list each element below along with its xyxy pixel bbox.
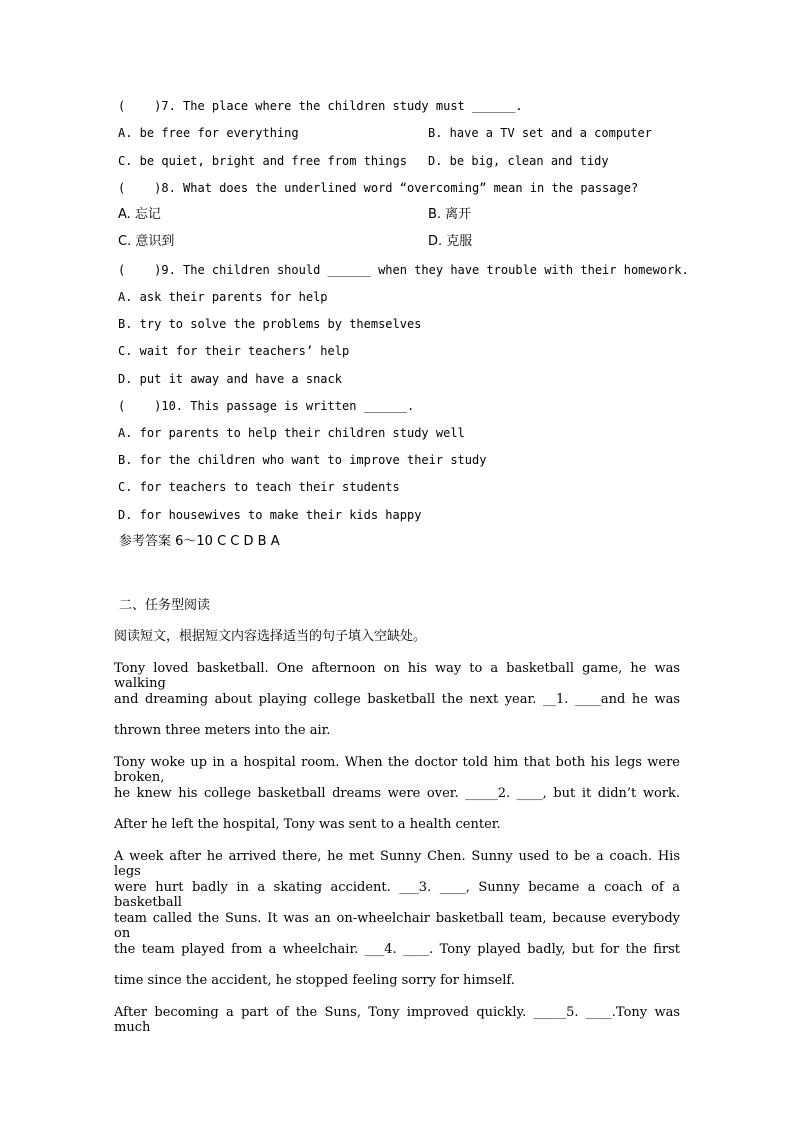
question-9-option-c: C. wait for their teachers’ help: [118, 344, 350, 358]
section-heading: 二、任务型阅读: [119, 598, 211, 613]
passage-line: time since the accident, he stopped feeling sorry for himself.: [114, 973, 515, 988]
section-instruction: 阅读短文，根据短文内容选择适当的句子填入空缺处。: [114, 629, 427, 644]
passage-line: After he left the hospital, Tony was sent to a health center.: [114, 817, 501, 832]
passage-line: Tony loved basketball. One afternoon on his way to a basketball game, he was walking: [114, 661, 680, 691]
question-9-option-a: A. ask their parents for help: [118, 290, 328, 304]
question-10-option-b: B. for the children who want to improve their study: [118, 453, 487, 467]
question-7-option-a: A. be free for everything: [118, 126, 299, 140]
passage-line: and dreaming about playing college basketball the next year. __1. ____and he was: [114, 692, 680, 707]
question-7-option-c: C. be quiet, bright and free from things: [118, 154, 407, 168]
question-8-option-b: B. 离开: [428, 207, 472, 222]
question-7-stem: ( )7. The place where the children study must ______.: [118, 99, 523, 113]
question-9-stem: ( )9. The children should ______ when they have trouble with their homework.: [118, 263, 689, 277]
passage-line: After becoming a part of the Suns, Tony improved quickly. _____5. ____.Tony was much: [114, 1005, 680, 1035]
passage-line: the team played from a wheelchair. ___4. ____. Tony played badly, but for the first: [114, 942, 680, 957]
question-7-option-d: D. be big, clean and tidy: [428, 154, 609, 168]
answer-key: 参考答案 6～10 C C D B A: [119, 534, 280, 549]
passage-line: Tony woke up in a hospital room. When the doctor told him that both his legs were broken,: [114, 755, 680, 785]
question-10-stem: ( )10. This passage is written ______.: [118, 399, 415, 413]
question-8-stem: ( )8. What does the underlined word “overcoming” mean in the passage?: [118, 181, 639, 195]
question-10-option-a: A. for parents to help their children study well: [118, 426, 465, 440]
question-10-option-d: D. for housewives to make their kids happy: [118, 508, 422, 522]
passage-line: A week after he arrived there, he met Sunny Chen. Sunny used to be a coach. His legs: [114, 849, 680, 879]
question-8-option-a: A. 忘记: [118, 207, 161, 222]
question-9-option-d: D. put it away and have a snack: [118, 372, 342, 386]
passage-line: thrown three meters into the air.: [114, 723, 331, 738]
question-9-option-b: B. try to solve the problems by themselves: [118, 317, 422, 331]
question-10-option-c: C. for teachers to teach their students: [118, 480, 400, 494]
question-7-option-b: B. have a TV set and a computer: [428, 126, 652, 140]
passage-line: team called the Suns. It was an on-wheelchair basketball team, because everybody on: [114, 911, 680, 941]
question-8-option-c: C. 意识到: [118, 234, 175, 249]
question-8-option-d: D. 克服: [428, 234, 473, 249]
passage-line: he knew his college basketball dreams were over. _____2. ____, but it didn’t work.: [114, 786, 680, 801]
passage-line: were hurt badly in a skating accident. ___3. ____, Sunny became a coach of a basketball: [114, 880, 680, 910]
